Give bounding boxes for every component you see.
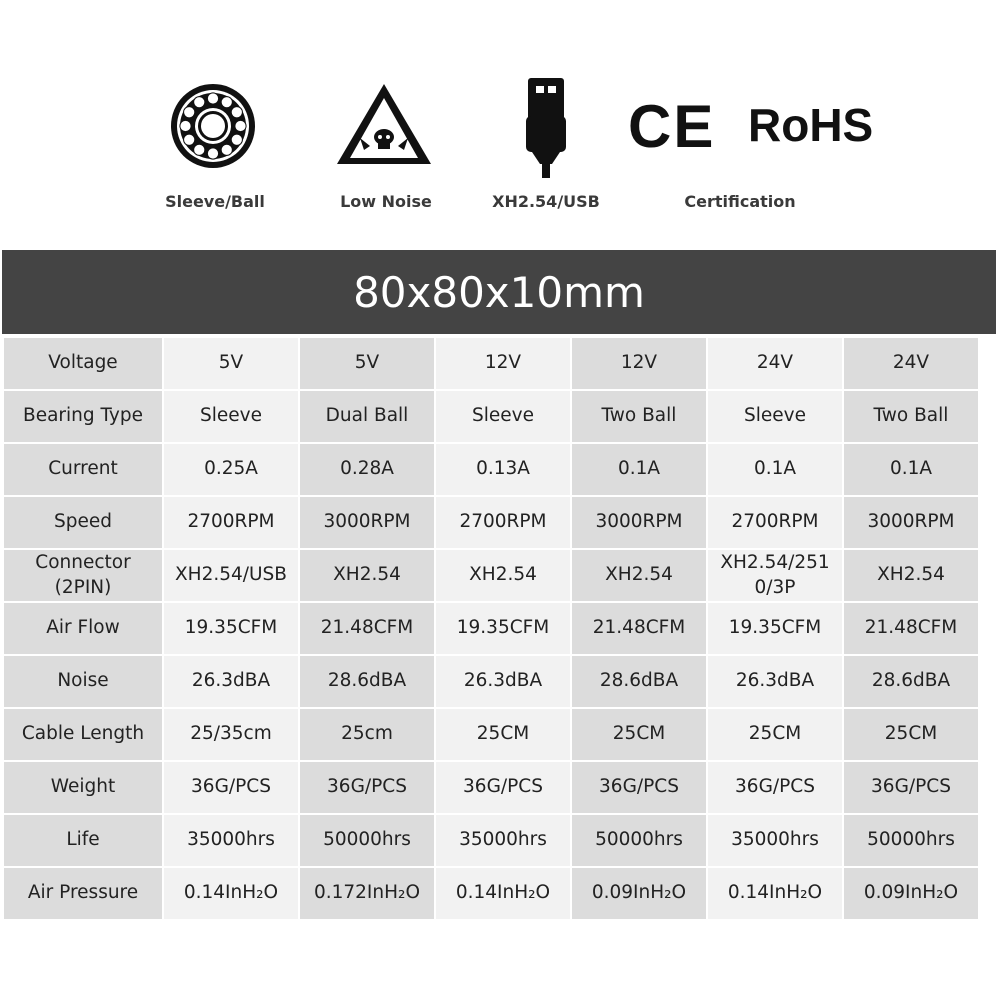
bearing-ball — [207, 148, 218, 159]
table-cell: Sleeve — [708, 391, 842, 442]
rohs-logo: RoHS — [748, 99, 874, 151]
table-cell: Sleeve — [164, 391, 298, 442]
table-cell: 0.172InH₂O — [300, 868, 434, 919]
table-row — [4, 709, 978, 760]
table-cell: 2700RPM — [708, 497, 842, 548]
table-cell: XH2.54 — [572, 550, 706, 601]
table-cell: 24V — [844, 338, 978, 389]
table-cell: 36G/PCS — [436, 762, 570, 813]
table-row — [4, 497, 978, 548]
feature-label: Sleeve/Ball — [165, 192, 265, 211]
certification-logos — [620, 90, 874, 160]
bearing-ball — [180, 120, 191, 131]
table-cell: 0.1A — [708, 444, 842, 495]
table-cell: XH2.54/USB — [164, 550, 298, 601]
bearing-ball — [184, 134, 195, 145]
table-cell: Two Ball — [844, 391, 978, 442]
table-row — [4, 815, 978, 866]
table-cell: 0.14InH₂O — [708, 868, 842, 919]
row-label: Bearing Type — [4, 391, 162, 442]
table-cell: XH2.54 — [844, 550, 978, 601]
spec-table — [2, 336, 980, 921]
feature-label: XH2.54/USB — [492, 192, 600, 211]
table-cell: 0.25A — [164, 444, 298, 495]
table-cell: Dual Ball — [300, 391, 434, 442]
table-cell: 0.14InH₂O — [164, 868, 298, 919]
table-cell: 19.35CFM — [436, 603, 570, 654]
row-label: Noise — [4, 656, 162, 707]
table-cell: 0.13A — [436, 444, 570, 495]
table-cell: 28.6dBA — [572, 656, 706, 707]
table-cell: 50000hrs — [572, 815, 706, 866]
table-cell: 2700RPM — [164, 497, 298, 548]
table-cell: 0.1A — [572, 444, 706, 495]
bearing-ball — [231, 134, 242, 145]
table-cell: 25CM — [572, 709, 706, 760]
table-cell: 5V — [164, 338, 298, 389]
row-label: Air Pressure — [4, 868, 162, 919]
table-cell: XH2.54 — [300, 550, 434, 601]
feature-strip — [0, 0, 1000, 250]
table-cell: 35000hrs — [164, 815, 298, 866]
table-cell: 5V — [300, 338, 434, 389]
row-label: Cable Length — [4, 709, 162, 760]
table-cell: 25CM — [436, 709, 570, 760]
table-cell: 24V — [708, 338, 842, 389]
feature-label: Low Noise — [340, 192, 432, 211]
bearing-ball — [184, 107, 195, 118]
table-cell: 25CM — [708, 709, 842, 760]
table-row — [4, 603, 978, 654]
row-label: Speed — [4, 497, 162, 548]
table-cell: 26.3dBA — [436, 656, 570, 707]
table-cell: 28.6dBA — [844, 656, 978, 707]
low-noise-warning-icon — [334, 80, 434, 168]
bearing-icon — [169, 82, 257, 170]
table-cell: 50000hrs — [844, 815, 978, 866]
table-row — [4, 391, 978, 442]
row-label: Life — [4, 815, 162, 866]
table-row — [4, 656, 978, 707]
row-label: Current — [4, 444, 162, 495]
table-cell: 2700RPM — [436, 497, 570, 548]
usb-plug-icon — [522, 76, 570, 180]
table-cell: 26.3dBA — [164, 656, 298, 707]
table-cell: 3000RPM — [844, 497, 978, 548]
bearing-ball — [194, 97, 205, 108]
table-cell: 12V — [572, 338, 706, 389]
table-cell: 19.35CFM — [708, 603, 842, 654]
table-cell: 26.3dBA — [708, 656, 842, 707]
table-cell: 19.35CFM — [164, 603, 298, 654]
table-cell: 21.48CFM — [300, 603, 434, 654]
table-cell: 3000RPM — [300, 497, 434, 548]
row-label: Voltage — [4, 338, 162, 389]
row-label: Air Flow — [4, 603, 162, 654]
table-cell: Sleeve — [436, 391, 570, 442]
table-cell: 36G/PCS — [572, 762, 706, 813]
bearing-ball — [231, 107, 242, 118]
table-cell: XH2.54 — [436, 550, 570, 601]
table-cell: 21.48CFM — [844, 603, 978, 654]
feature-label: Certification — [684, 192, 796, 211]
table-cell: Two Ball — [572, 391, 706, 442]
row-label: Weight — [4, 762, 162, 813]
table-cell: 25cm — [300, 709, 434, 760]
table-cell: 25/35cm — [164, 709, 298, 760]
table-row — [4, 550, 978, 601]
table-cell: 36G/PCS — [708, 762, 842, 813]
bearing-ball — [194, 144, 205, 155]
table-row — [4, 762, 978, 813]
bearing-ball — [207, 93, 218, 104]
table-cell: 28.6dBA — [300, 656, 434, 707]
table-cell: 36G/PCS — [300, 762, 434, 813]
table-cell: 0.09InH₂O — [572, 868, 706, 919]
table-cell: 0.28A — [300, 444, 434, 495]
size-title-bar — [2, 250, 996, 334]
table-cell: 25CM — [844, 709, 978, 760]
table-cell: 0.1A — [844, 444, 978, 495]
table-row — [4, 444, 978, 495]
row-label: Connector (2PIN) — [4, 550, 162, 601]
table-cell: 36G/PCS — [844, 762, 978, 813]
table-cell: 21.48CFM — [572, 603, 706, 654]
table-row — [4, 338, 978, 389]
bearing-ball — [221, 144, 232, 155]
ce-logo: CE — [628, 93, 716, 160]
table-cell: 35000hrs — [436, 815, 570, 866]
table-cell: 12V — [436, 338, 570, 389]
table-cell: 0.14InH₂O — [436, 868, 570, 919]
table-cell: 35000hrs — [708, 815, 842, 866]
bearing-ball — [235, 120, 246, 131]
bearing-ball — [221, 97, 232, 108]
table-cell: XH2.54/251 0/3P — [708, 550, 842, 601]
table-row — [4, 868, 978, 919]
table-cell: 0.09InH₂O — [844, 868, 978, 919]
table-cell: 3000RPM — [572, 497, 706, 548]
size-title: 80x80x10mm — [353, 267, 645, 317]
table-cell: 50000hrs — [300, 815, 434, 866]
table-cell: 36G/PCS — [164, 762, 298, 813]
